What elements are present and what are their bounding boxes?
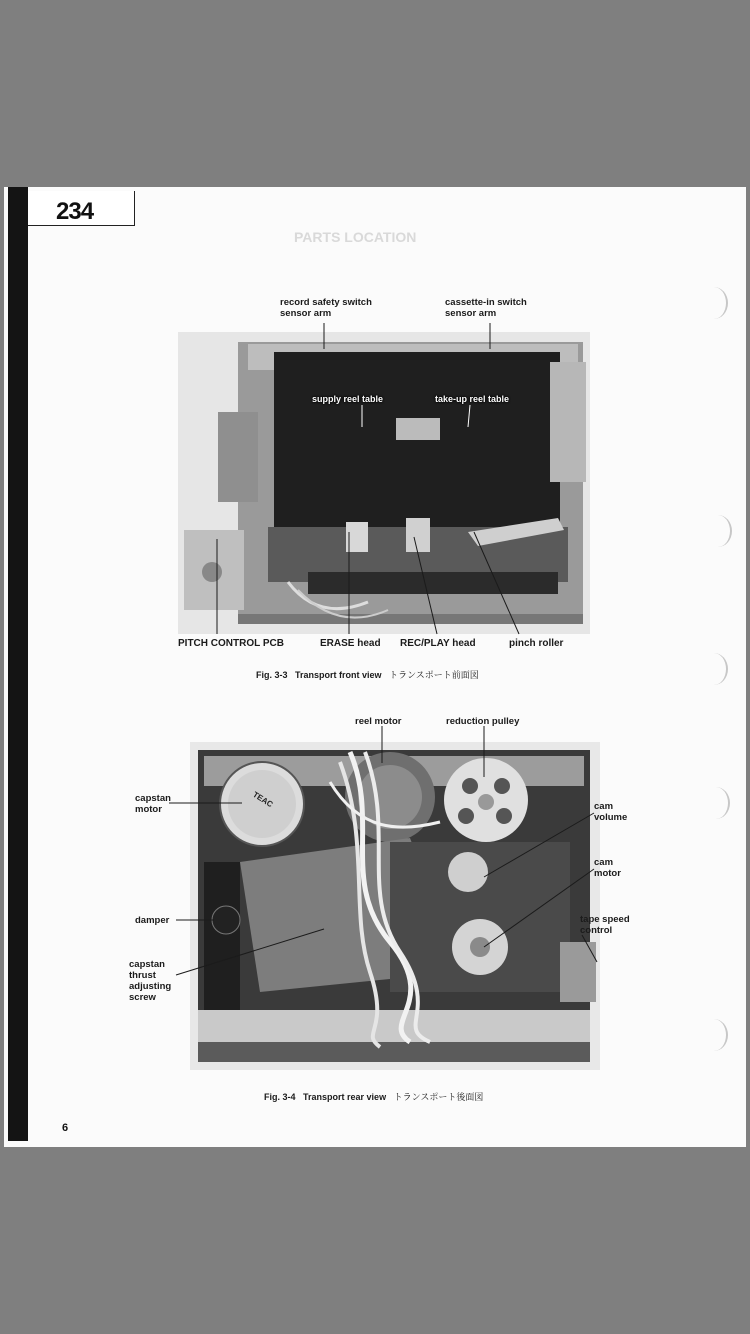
caption-fig-3-3 <box>256 668 479 681</box>
page-number: 234 <box>56 198 94 225</box>
label-reel-motor: reel motor <box>355 716 402 727</box>
label-cassette-in-switch: cassette-in switch sensor arm <box>445 297 527 319</box>
binder-hole <box>700 1019 728 1051</box>
page-number-box <box>28 191 135 226</box>
label-tape-speed-control: tape speed control <box>580 914 630 936</box>
label-damper: damper <box>135 915 170 926</box>
label-erase-head: ERASE head <box>320 638 381 649</box>
folio-number: 6 <box>62 1122 69 1134</box>
transport-rear-photo <box>190 742 600 1070</box>
label-cam-motor: cam motor <box>594 857 621 879</box>
caption-label: Fig. 3-3 <box>256 670 288 680</box>
binder-hole <box>700 653 728 685</box>
transport-front-photo <box>178 332 590 634</box>
label-pinch-roller: pinch roller <box>509 638 564 649</box>
caption-title: Transport front view <box>295 670 382 680</box>
label-capstan-motor: capstan motor <box>135 793 171 815</box>
label-supply-reel-table: supply reel table <box>312 394 384 404</box>
label-record-safety-switch: record safety switch sensor arm <box>280 297 372 319</box>
caption-japanese: トランスポート後面図 <box>393 1092 484 1102</box>
label-pitch-control-pcb: PITCH CONTROL PCB <box>178 638 284 649</box>
document-page <box>4 187 746 1147</box>
caption-label: Fig. 3-4 <box>264 1092 296 1102</box>
binder-hole <box>700 287 728 319</box>
label-takeup-reel-table: take-up reel table <box>435 394 510 404</box>
binding-edge <box>8 187 28 1141</box>
label-reduction-pulley: reduction pulley <box>446 716 520 727</box>
label-cam-volume: cam volume <box>594 801 628 823</box>
faded-heading: PARTS LOCATION <box>294 229 417 245</box>
motor-brand-text: TEAC <box>251 790 275 810</box>
caption-japanese: トランスポート前面図 <box>389 670 479 680</box>
caption-title: Transport rear view <box>303 1092 387 1102</box>
label-capstan-thrust-screw: capstan thrust adjusting screw <box>129 959 172 1003</box>
binder-hole <box>702 787 730 819</box>
label-rec-play-head: REC/PLAY head <box>400 638 476 649</box>
binder-hole <box>704 515 732 547</box>
caption-fig-3-4 <box>264 1090 483 1103</box>
